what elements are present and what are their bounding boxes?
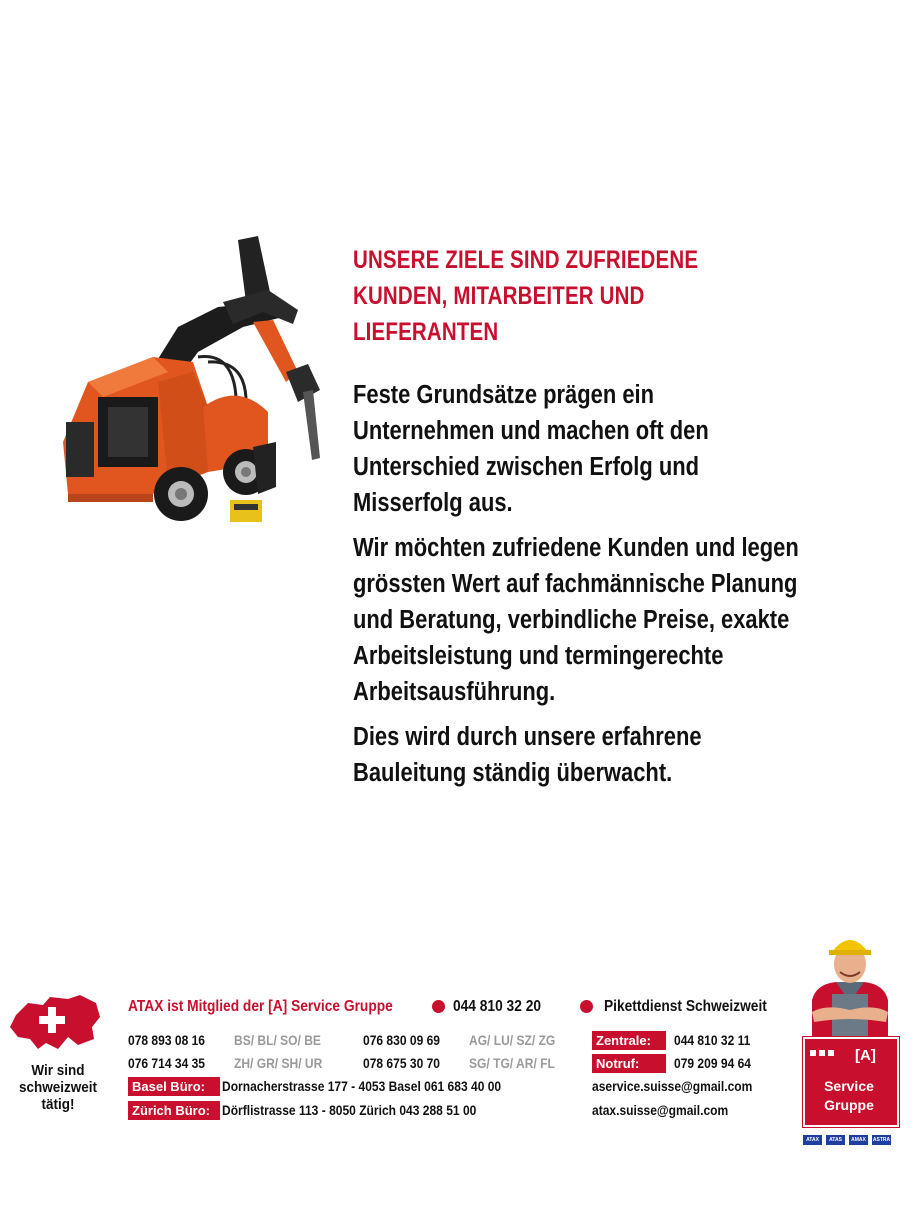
zurich-office-label: Zürich Büro: (128, 1101, 220, 1120)
picket-service: Pikettdienst Schweizweit (604, 998, 767, 1015)
heading-line: LIEFERANTEN (353, 318, 499, 346)
phone-basel-region: 078 893 08 16 (128, 1032, 205, 1048)
heading-line: UNSERE ZIELE SIND ZUFRIEDENE (353, 246, 699, 274)
central-label: Zentrale: (592, 1031, 666, 1050)
swiss-map-icon (8, 993, 104, 1053)
zurich-office-address: Dörflistrasse 113 - 8050 Zürich 043 288 51 00 (222, 1102, 477, 1118)
cantons: SG/ TG/ AR/ FL (469, 1055, 555, 1071)
logo-text (803, 1077, 895, 1115)
logo-line: Service (824, 1078, 874, 1094)
paragraph: Wir möchten zufriedene Kunden und legen grössten Wert auf fachmännische Planung und Beratung, verbindliche Preise, exakte Arbeitsleistung und termingerechte Arbeitsausführung. (353, 534, 799, 706)
paragraph: Dies wird durch unsere erfahrene Bauleitung ständig überwacht. (353, 723, 702, 787)
worker-avatar (806, 930, 894, 1036)
central-phone: 044 810 32 11 (674, 1032, 751, 1048)
heading-line: KUNDEN, MITARBEITER UND (353, 282, 645, 310)
email-link[interactable]: atax.suisse@gmail.com (592, 1102, 729, 1118)
phone: 078 675 30 70 (363, 1055, 440, 1071)
member-logo: ATAS (826, 1135, 845, 1145)
phone-zurich-region: 076 714 34 35 (128, 1055, 205, 1071)
cantons: AG/ LU/ SZ/ ZG (469, 1032, 556, 1048)
logo-bracket-text: [A] (855, 1047, 876, 1064)
body-text (353, 377, 835, 800)
paragraph: Feste Grundsätze prägen ein Unternehmen und machen oft den Unterschied zwischen Erfolg und Misserfolg aus. (353, 381, 709, 517)
logo-decoration (810, 1043, 837, 1061)
mini-excavator-image (58, 232, 333, 532)
cantons: ZH/ GR/ SH/ UR (234, 1055, 323, 1071)
member-logo: ASTRA (872, 1137, 891, 1143)
logo-line: Gruppe (824, 1097, 874, 1113)
emergency-label: Notruf: (592, 1054, 666, 1073)
swiss-badge-text: Wir sind schweizweit tätig! (18, 1062, 98, 1113)
phone: 076 830 09 69 (363, 1032, 440, 1048)
section-heading (353, 242, 697, 350)
basel-office-label: Basel Büro: (128, 1077, 220, 1096)
main-phone: 044 810 32 20 (453, 998, 542, 1015)
bullet-icon (432, 1000, 445, 1013)
member-logo: AMAX (849, 1135, 868, 1145)
emergency-phone: 079 209 94 64 (674, 1055, 751, 1071)
member-logos (803, 1128, 895, 1146)
basel-office-address: Dornacherstrasse 177 - 4053 Basel 061 683 40 00 (222, 1078, 502, 1094)
cantons: BS/ BL/ SO/ BE (234, 1032, 321, 1048)
member-text: ATAX ist Mitglied der [A] Service Gruppe (128, 998, 393, 1015)
bullet-icon (580, 1000, 593, 1013)
email-link[interactable]: aservice.suisse@gmail.com (592, 1078, 753, 1094)
member-logo: ATAX (803, 1135, 822, 1145)
